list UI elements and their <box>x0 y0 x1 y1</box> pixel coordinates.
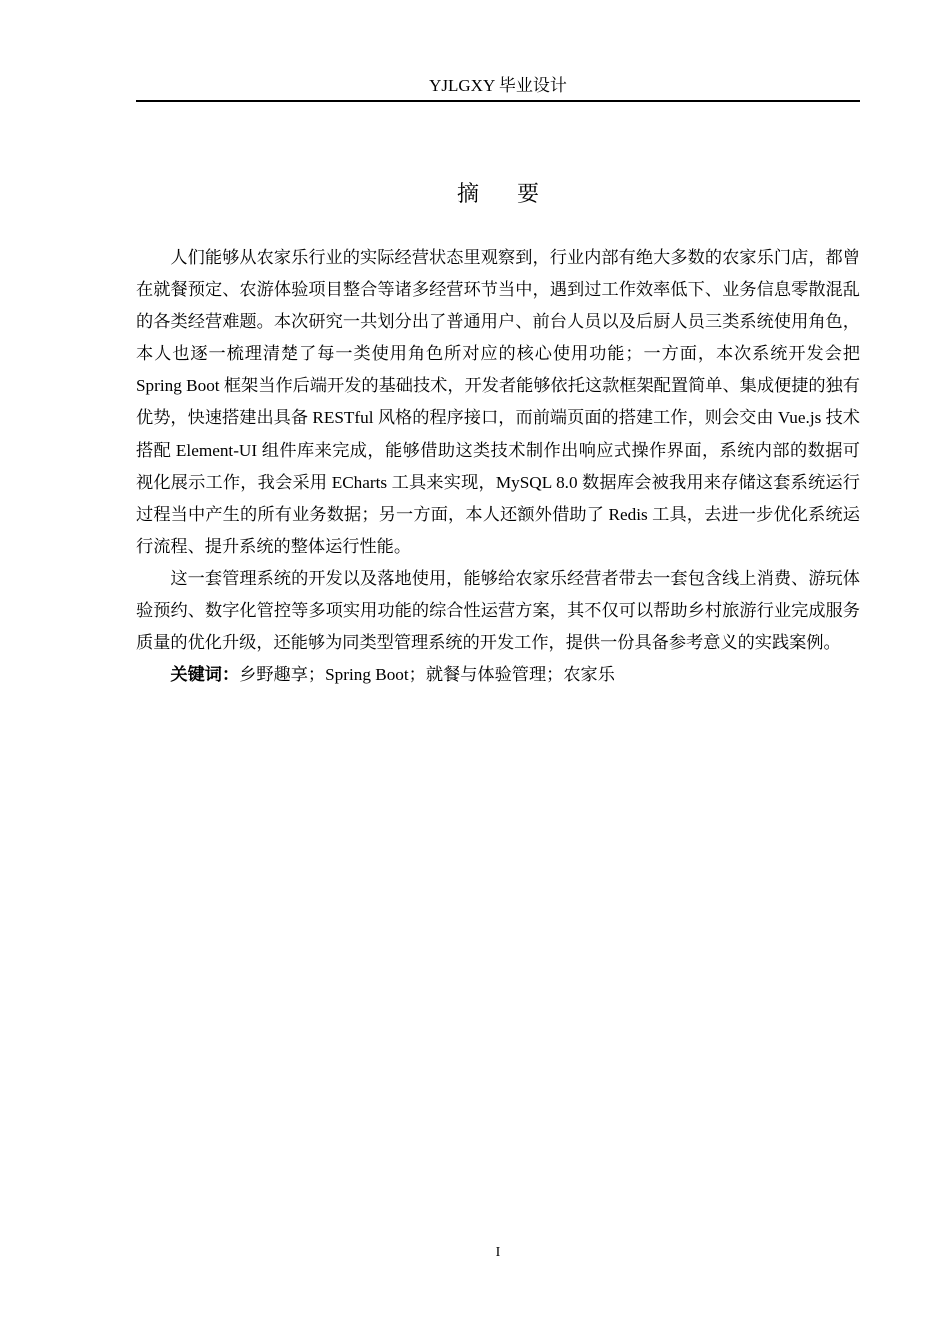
running-header: YJLGXY 毕业设计 <box>429 76 567 95</box>
keywords-label: 关键词： <box>170 665 240 686</box>
keywords-text: 乡野趣享；Spring Boot；就餐与体验管理；农家乐 <box>239 665 615 685</box>
abstract-title: 摘要 <box>456 182 577 207</box>
page-number: I <box>495 1245 501 1260</box>
abstract-body <box>136 242 860 691</box>
abstract-paragraph-1: 人们能够从农家乐行业的实际经营状态里观察到，行业内部有绝大多数的农家乐门店，都曾在就餐预定、农游体验项目整合等诸多经营环节当中，遇到过工作效率低下、业务信息零散混乱的各类经营难题。本次研究一共划分出了普通用户、前台人员以及后厨人员三类系统使用角色，本人也逐一梳理清楚了每一类使用角色所对应的核心使用功能；一方面，本次系统开发会把 Spring Boot 框架当作后端开发的基础技术，开发者能够依托这款框架配置简单、集成便捷的独有优势，快速搭建出具备 RESTful 风格的程序接口，而前端页面的搭建工作，则会交由 Vue.js 技术搭配 Element-UI 组件库来完成，能够借助这类技术制作出响应式操作界面，系统内部的数据可视化展示工作，我会采用 ECharts 工具来实现，MySQL 8.0 数据库会被我用来存储这套系统运行过程当中产生的所有业务数据；另一方面，本人还额外借助了 Redis 工具，去进一步优化系统运行流程、提升系统的整体运行性能。 <box>136 248 860 556</box>
keywords-line <box>136 659 860 691</box>
abstract-paragraph-2: 这一套管理系统的开发以及落地使用，能够给农家乐经营者带去一套包含线上消费、游玩体验预约、数字化管控等多项实用功能的综合性运营方案，其不仅可以帮助乡村旅游行业完成服务质量的优化升级，还能够为同类型管理系统的开发工作，提供一份具备参考意义的实践案例。 <box>136 568 860 653</box>
header-divider <box>136 100 860 102</box>
